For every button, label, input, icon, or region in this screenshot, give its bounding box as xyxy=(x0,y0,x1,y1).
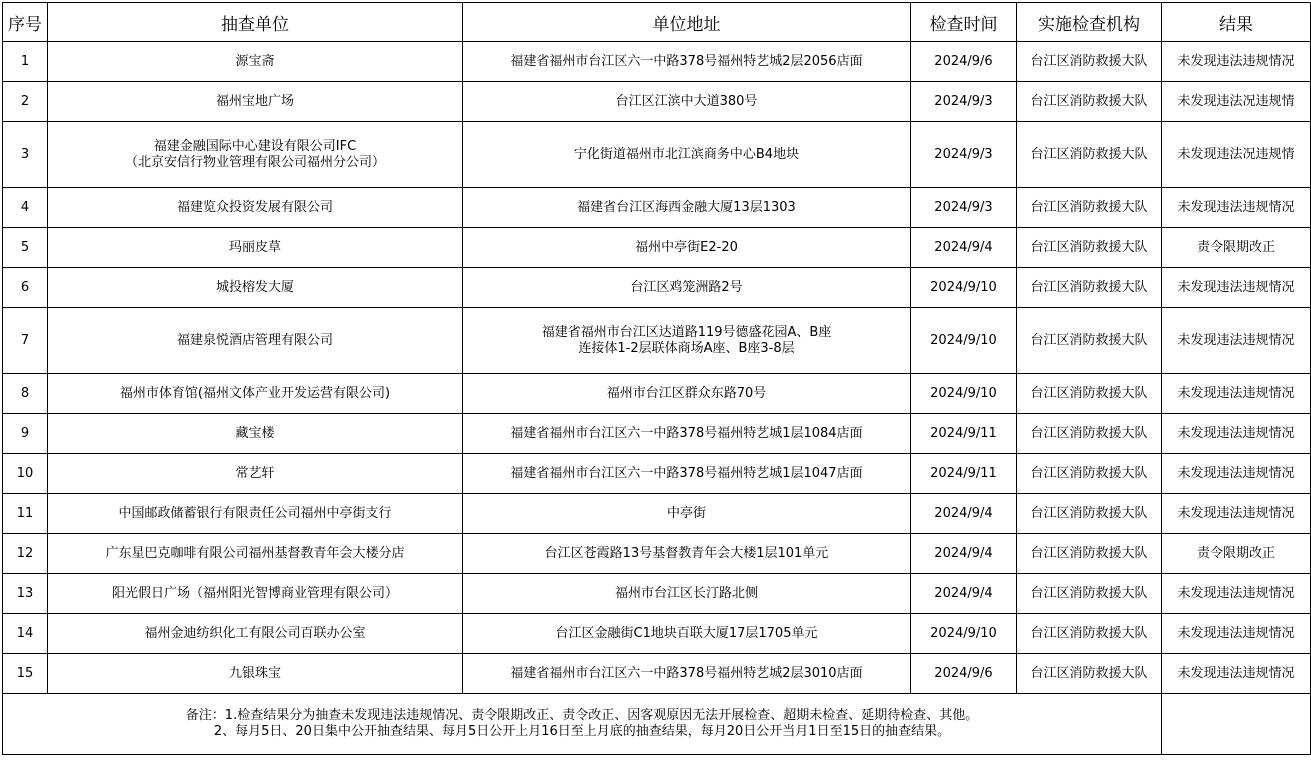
notes-cell xyxy=(3,694,1162,755)
inspection-date-cell: 2024/9/4 xyxy=(911,228,1017,268)
unit-address-cell xyxy=(463,534,911,574)
inspection-date-cell: 2024/9/10 xyxy=(911,374,1017,414)
inspection-agency-cell: 台江区消防救援大队 xyxy=(1017,42,1162,82)
unit-address-cell xyxy=(463,268,911,308)
row-index-cell: 4 xyxy=(3,188,48,228)
unit-address-cell-line: 台江区金融街C1地块百联大厦17层1705单元 xyxy=(555,625,818,641)
row-index-cell: 1 xyxy=(3,42,48,82)
inspection-agency-cell: 台江区消防救援大队 xyxy=(1017,268,1162,308)
unit-name-cell-line: 常艺轩 xyxy=(235,465,275,481)
unit-address-cell xyxy=(463,494,911,534)
unit-name-cell-line: （北京安信行物业管理有限公司福州分公司） xyxy=(124,154,385,170)
row-index-cell: 9 xyxy=(3,414,48,454)
unit-name-cell-line: 中国邮政储蓄银行有限责任公司福州中亭街支行 xyxy=(118,505,392,521)
unit-name-cell xyxy=(48,534,463,574)
row-index-cell: 14 xyxy=(3,614,48,654)
inspection-agency-cell: 台江区消防救援大队 xyxy=(1017,228,1162,268)
unit-name-cell-line: 玛丽皮草 xyxy=(228,239,281,255)
notes-row xyxy=(3,694,1311,755)
inspection-date-cell: 2024/9/4 xyxy=(911,494,1017,534)
unit-address-cell-line: 连接体1-2层联体商场A座、B座3-8层 xyxy=(578,340,795,356)
unit-name-cell xyxy=(48,188,463,228)
unit-name-cell xyxy=(48,494,463,534)
unit-address-cell-line: 台江区苍霞路13号基督教青年会大楼1层101单元 xyxy=(544,545,829,561)
inspection-date-cell: 2024/9/10 xyxy=(911,614,1017,654)
unit-name-cell xyxy=(48,268,463,308)
unit-address-cell-line: 福建省福州市台江区六一中路378号福州特艺城1层1047店面 xyxy=(510,465,863,481)
inspection-agency-cell: 台江区消防救援大队 xyxy=(1017,82,1162,122)
inspection-result-cell: 未发现违法违规情况 xyxy=(1162,374,1311,414)
inspection-result-cell: 未发现违法违规情况 xyxy=(1162,614,1311,654)
table-row xyxy=(3,188,1311,228)
unit-name-cell xyxy=(48,228,463,268)
unit-name-cell-line: 福州金迪纺织化工有限公司百联办公室 xyxy=(144,625,366,641)
inspection-result-cell: 未发现违法况违规情 xyxy=(1162,122,1311,188)
unit-name-cell xyxy=(48,574,463,614)
unit-address-cell xyxy=(463,308,911,374)
unit-address-cell xyxy=(463,228,911,268)
row-index-cell: 5 xyxy=(3,228,48,268)
header-agency: 实施检查机构 xyxy=(1017,3,1162,42)
inspection-results-table xyxy=(2,2,1311,755)
unit-address-cell-line: 福州市台江区长汀路北侧 xyxy=(614,585,758,601)
table-row xyxy=(3,494,1311,534)
inspection-agency-cell: 台江区消防救援大队 xyxy=(1017,454,1162,494)
inspection-date-cell: 2024/9/3 xyxy=(911,82,1017,122)
unit-name-cell-line: 福建泉悦酒店管理有限公司 xyxy=(176,332,333,348)
inspection-date-cell: 2024/9/10 xyxy=(911,308,1017,374)
row-index-cell: 7 xyxy=(3,308,48,374)
row-index-cell: 15 xyxy=(3,654,48,694)
header-address: 单位地址 xyxy=(463,3,911,42)
unit-name-cell-line: 福州宝地广场 xyxy=(215,93,294,109)
inspection-date-cell: 2024/9/3 xyxy=(911,188,1017,228)
inspection-date-cell: 2024/9/6 xyxy=(911,42,1017,82)
inspection-agency-cell: 台江区消防救援大队 xyxy=(1017,414,1162,454)
inspection-result-cell: 未发现违法违规情况 xyxy=(1162,188,1311,228)
unit-name-cell-line: 福建金融国际中心建设有限公司IFC xyxy=(153,138,357,154)
note-line-1: 备注：1.检查结果分为抽查未发现违法违规情况、责令限期改正、责令改正、因客观原因无法开展检查、超期未检查、延期待检查、其他。 xyxy=(185,708,979,723)
unit-name-cell-line: 九银珠宝 xyxy=(228,665,281,681)
row-index-cell: 6 xyxy=(3,268,48,308)
unit-name-cell xyxy=(48,122,463,188)
unit-name-cell xyxy=(48,308,463,374)
inspection-result-cell: 未发现违法违规情况 xyxy=(1162,42,1311,82)
inspection-agency-cell: 台江区消防救援大队 xyxy=(1017,308,1162,374)
inspection-date-cell: 2024/9/4 xyxy=(911,574,1017,614)
table-body xyxy=(3,42,1311,694)
unit-address-cell xyxy=(463,374,911,414)
row-index-cell: 8 xyxy=(3,374,48,414)
inspection-agency-cell: 台江区消防救援大队 xyxy=(1017,574,1162,614)
inspection-result-cell: 责令限期改正 xyxy=(1162,534,1311,574)
unit-address-cell xyxy=(463,122,911,188)
unit-address-cell xyxy=(463,574,911,614)
unit-name-cell-line: 藏宝楼 xyxy=(235,425,275,441)
unit-address-cell-line: 福建省福州市台江区六一中路378号福州特艺城2层3010店面 xyxy=(510,665,863,681)
note-line-2: 2、每月5日、20日集中公开抽查结果、每月5日公开上月16日至上月底的抽查结果，每月20日公开当月1日至15日的抽查结果。 xyxy=(213,724,951,739)
unit-address-cell-line: 福建省福州市台江区六一中路378号福州特艺城2层2056店面 xyxy=(510,53,863,69)
inspection-result-cell: 未发现违法违规情况 xyxy=(1162,454,1311,494)
table-row xyxy=(3,268,1311,308)
unit-name-cell xyxy=(48,654,463,694)
inspection-result-cell: 未发现违法违规情况 xyxy=(1162,414,1311,454)
inspection-agency-cell: 台江区消防救援大队 xyxy=(1017,614,1162,654)
unit-address-cell xyxy=(463,414,911,454)
inspection-date-cell: 2024/9/11 xyxy=(911,414,1017,454)
table-row xyxy=(3,374,1311,414)
inspection-date-cell: 2024/9/10 xyxy=(911,268,1017,308)
table-row xyxy=(3,574,1311,614)
unit-address-cell-line: 福州中亭街E2-20 xyxy=(635,239,738,255)
row-index-cell: 13 xyxy=(3,574,48,614)
row-index-cell: 2 xyxy=(3,82,48,122)
header-date: 检查时间 xyxy=(911,3,1017,42)
unit-name-cell-line: 城投榕发大厦 xyxy=(215,279,294,295)
header-row xyxy=(3,3,1311,42)
row-index-cell: 12 xyxy=(3,534,48,574)
inspection-agency-cell: 台江区消防救援大队 xyxy=(1017,494,1162,534)
inspection-agency-cell: 台江区消防救援大队 xyxy=(1017,122,1162,188)
unit-address-cell-line: 台江区江滨中大道380号 xyxy=(615,93,758,109)
inspection-date-cell: 2024/9/6 xyxy=(911,654,1017,694)
table-row xyxy=(3,228,1311,268)
inspection-agency-cell: 台江区消防救援大队 xyxy=(1017,534,1162,574)
inspection-result-cell: 责令限期改正 xyxy=(1162,228,1311,268)
inspection-result-cell: 未发现违法违规情况 xyxy=(1162,308,1311,374)
unit-name-cell xyxy=(48,414,463,454)
row-index-cell: 3 xyxy=(3,122,48,188)
inspection-agency-cell: 台江区消防救援大队 xyxy=(1017,188,1162,228)
unit-address-cell xyxy=(463,654,911,694)
row-index-cell: 10 xyxy=(3,454,48,494)
unit-address-cell-line: 福建省福州市台江区六一中路378号福州特艺城1层1084店面 xyxy=(510,425,863,441)
table-row xyxy=(3,308,1311,374)
unit-address-cell-line: 宁化街道福州市北江滨商务中心B4地块 xyxy=(573,146,800,162)
unit-name-cell-line: 广东星巴克咖啡有限公司福州基督教青年会大楼分店 xyxy=(105,545,405,561)
header-result: 结果 xyxy=(1162,3,1311,42)
inspection-result-cell: 未发现违法况违规情 xyxy=(1162,82,1311,122)
unit-name-cell-line: 福建览众投资发展有限公司 xyxy=(176,199,333,215)
header-index: 序号 xyxy=(3,3,48,42)
table-row xyxy=(3,534,1311,574)
unit-name-cell xyxy=(48,454,463,494)
unit-address-cell xyxy=(463,454,911,494)
unit-address-cell xyxy=(463,188,911,228)
inspection-date-cell: 2024/9/4 xyxy=(911,534,1017,574)
unit-address-cell-line: 中亭街 xyxy=(666,505,706,521)
unit-name-cell xyxy=(48,614,463,654)
inspection-result-cell: 未发现违法违规情况 xyxy=(1162,574,1311,614)
inspection-result-cell: 未发现违法违规情况 xyxy=(1162,654,1311,694)
unit-name-cell-line: 源宝斋 xyxy=(235,53,275,69)
unit-name-cell xyxy=(48,374,463,414)
unit-address-cell-line: 福州市台江区群众东路70号 xyxy=(606,385,767,401)
table-row xyxy=(3,454,1311,494)
table-row xyxy=(3,42,1311,82)
header-unit: 抽查单位 xyxy=(48,3,463,42)
unit-name-cell-line: 福州市体育馆(福州文体产业开发运营有限公司) xyxy=(119,385,391,401)
unit-address-cell xyxy=(463,614,911,654)
inspection-result-cell: 未发现违法违规情况 xyxy=(1162,268,1311,308)
inspection-date-cell: 2024/9/11 xyxy=(911,454,1017,494)
unit-name-cell-line: 阳光假日广场（福州阳光智博商业管理有限公司） xyxy=(111,585,398,601)
unit-address-cell xyxy=(463,82,911,122)
unit-name-cell xyxy=(48,42,463,82)
unit-address-cell xyxy=(463,42,911,82)
inspection-agency-cell: 台江区消防救援大队 xyxy=(1017,374,1162,414)
table-row xyxy=(3,614,1311,654)
unit-address-cell-line: 福建省福州市台江区达道路119号德盛花园A、B座 xyxy=(541,324,832,340)
unit-address-cell-line: 福建省台江区海西金融大厦13层1303 xyxy=(577,199,796,215)
unit-address-cell-line: 台江区鸡笼洲路2号 xyxy=(630,279,743,295)
inspection-result-cell: 未发现违法违规情况 xyxy=(1162,494,1311,534)
table-row xyxy=(3,414,1311,454)
unit-name-cell xyxy=(48,82,463,122)
inspection-date-cell: 2024/9/3 xyxy=(911,122,1017,188)
table-row xyxy=(3,654,1311,694)
row-index-cell: 11 xyxy=(3,494,48,534)
notes-empty-cell xyxy=(1162,694,1311,755)
inspection-agency-cell: 台江区消防救援大队 xyxy=(1017,654,1162,694)
table-row xyxy=(3,122,1311,188)
table-row xyxy=(3,82,1311,122)
